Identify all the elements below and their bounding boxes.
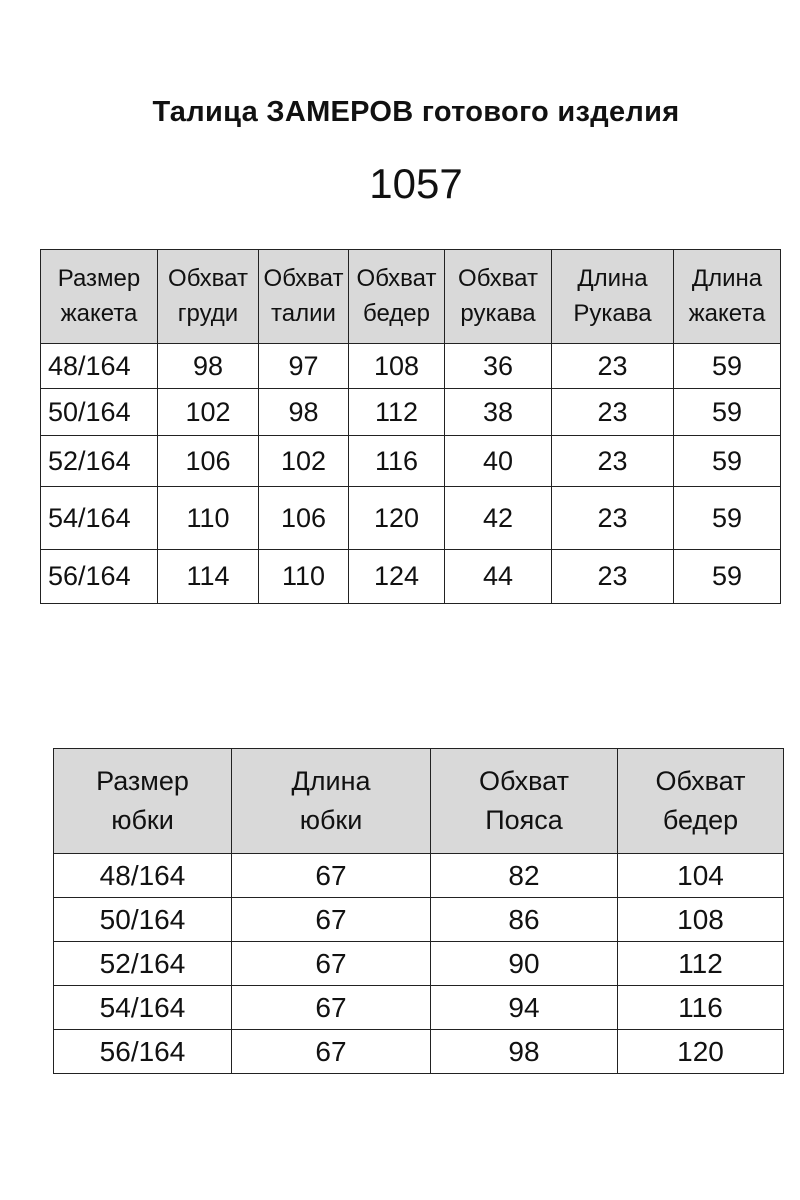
jacket-size-cell: 54/164	[41, 487, 158, 550]
jacket-value-cell: 23	[552, 550, 674, 604]
skirt-header-text: бедер	[662, 805, 739, 835]
jacket-header-cell	[349, 250, 445, 344]
document-title: Талица ЗАМЕРОВ готового изделия	[152, 96, 680, 128]
skirt-header-text: Длина	[291, 765, 371, 796]
skirt-measurements-table	[53, 748, 784, 1074]
jacket-value-cell: 106	[259, 487, 349, 550]
jacket-value-cell: 98	[158, 344, 259, 389]
jacket-value-cell: 102	[259, 436, 349, 487]
skirt-value-cell: 67	[232, 898, 431, 942]
jacket-value-cell: 23	[552, 344, 674, 389]
jacket-value-cell: 23	[552, 487, 674, 550]
jacket-table-row	[41, 487, 781, 550]
jacket-value-cell: 98	[259, 389, 349, 436]
skirt-value-cell: 67	[232, 1030, 431, 1074]
model-number: 1057	[369, 160, 463, 207]
jacket-table-row	[41, 436, 781, 487]
jacket-measurements-table	[40, 249, 781, 604]
jacket-header-text: Обхват	[356, 264, 437, 292]
jacket-header-text: груди	[177, 299, 239, 327]
skirt-header-cell	[54, 749, 232, 854]
skirt-header-row	[54, 749, 784, 854]
jacket-value-cell: 59	[674, 344, 781, 389]
jacket-value-cell: 120	[349, 487, 445, 550]
jacket-table-row	[41, 389, 781, 436]
skirt-table-row	[54, 942, 784, 986]
jacket-value-cell: 59	[674, 436, 781, 487]
jacket-value-cell: 59	[674, 487, 781, 550]
jacket-value-cell: 40	[445, 436, 552, 487]
skirt-size-cell: 48/164	[54, 854, 232, 898]
skirt-value-cell: 98	[431, 1030, 618, 1074]
jacket-size-cell: 48/164	[41, 344, 158, 389]
skirt-header-cell	[618, 749, 784, 854]
skirt-header-text: юбки	[111, 805, 174, 835]
skirt-header-text: юбки	[299, 805, 363, 835]
jacket-value-cell: 110	[259, 550, 349, 604]
skirt-value-cell: 108	[618, 898, 784, 942]
jacket-value-cell: 36	[445, 344, 552, 389]
jacket-value-cell: 110	[158, 487, 259, 550]
skirt-value-cell: 67	[232, 986, 431, 1030]
jacket-value-cell: 112	[349, 389, 445, 436]
skirt-value-cell: 120	[618, 1030, 784, 1074]
jacket-header-text: талии	[271, 299, 336, 327]
jacket-header-text: Обхват	[168, 264, 248, 292]
skirt-value-cell: 116	[618, 986, 784, 1030]
skirt-value-cell: 94	[431, 986, 618, 1030]
skirt-value-cell: 82	[431, 854, 618, 898]
skirt-value-cell: 86	[431, 898, 618, 942]
jacket-header-cell	[445, 250, 552, 344]
jacket-value-cell: 116	[349, 436, 445, 487]
jacket-value-cell: 42	[445, 487, 552, 550]
jacket-size-cell: 50/164	[41, 389, 158, 436]
jacket-header-row	[41, 250, 781, 344]
skirt-table-row	[54, 854, 784, 898]
skirt-size-cell: 52/164	[54, 942, 232, 986]
jacket-value-cell: 23	[552, 436, 674, 487]
skirt-header-cell	[232, 749, 431, 854]
skirt-value-cell: 67	[232, 854, 431, 898]
jacket-header-text: жакета	[60, 299, 138, 327]
skirt-size-cell: 50/164	[54, 898, 232, 942]
skirt-table-row	[54, 1030, 784, 1074]
jacket-header-text: Рукава	[573, 299, 652, 327]
jacket-table-row	[41, 344, 781, 389]
jacket-value-cell: 124	[349, 550, 445, 604]
skirt-table-row	[54, 898, 784, 942]
jacket-size-cell: 52/164	[41, 436, 158, 487]
jacket-header-cell	[674, 250, 781, 344]
skirt-header-text: Пояса	[485, 805, 563, 835]
jacket-header-text: Размер	[57, 264, 141, 292]
jacket-header-text: жакета	[688, 299, 766, 327]
jacket-value-cell: 102	[158, 389, 259, 436]
jacket-value-cell: 59	[674, 550, 781, 604]
jacket-value-cell: 97	[259, 344, 349, 389]
jacket-value-cell: 59	[674, 389, 781, 436]
jacket-value-cell: 106	[158, 436, 259, 487]
skirt-table-body	[54, 854, 784, 1074]
skirt-size-cell: 56/164	[54, 1030, 232, 1074]
jacket-header-text: рукава	[460, 299, 536, 327]
jacket-table-row	[41, 550, 781, 604]
jacket-value-cell: 44	[445, 550, 552, 604]
jacket-value-cell: 108	[349, 344, 445, 389]
jacket-header-cell	[259, 250, 349, 344]
jacket-value-cell: 23	[552, 389, 674, 436]
jacket-header-text: бедер	[363, 299, 430, 327]
jacket-size-cell: 56/164	[41, 550, 158, 604]
skirt-value-cell: 104	[618, 854, 784, 898]
skirt-header-text: Обхват	[479, 765, 569, 796]
skirt-header-cell	[431, 749, 618, 854]
jacket-header-cell	[552, 250, 674, 344]
jacket-value-cell: 38	[445, 389, 552, 436]
jacket-header-text: Обхват	[458, 264, 538, 292]
jacket-header-cell	[41, 250, 158, 344]
skirt-value-cell: 112	[618, 942, 784, 986]
skirt-value-cell: 67	[232, 942, 431, 986]
jacket-header-text: Длина	[691, 264, 763, 292]
skirt-header-text: Размер	[96, 765, 189, 796]
jacket-value-cell: 114	[158, 550, 259, 604]
skirt-header-text: Обхват	[655, 765, 746, 796]
jacket-header-cell	[158, 250, 259, 344]
jacket-header-text: Длина	[577, 264, 648, 292]
skirt-size-cell: 54/164	[54, 986, 232, 1030]
jacket-header-text: Обхват	[263, 264, 344, 292]
skirt-table-row	[54, 986, 784, 1030]
skirt-value-cell: 90	[431, 942, 618, 986]
jacket-table-body	[41, 344, 781, 604]
